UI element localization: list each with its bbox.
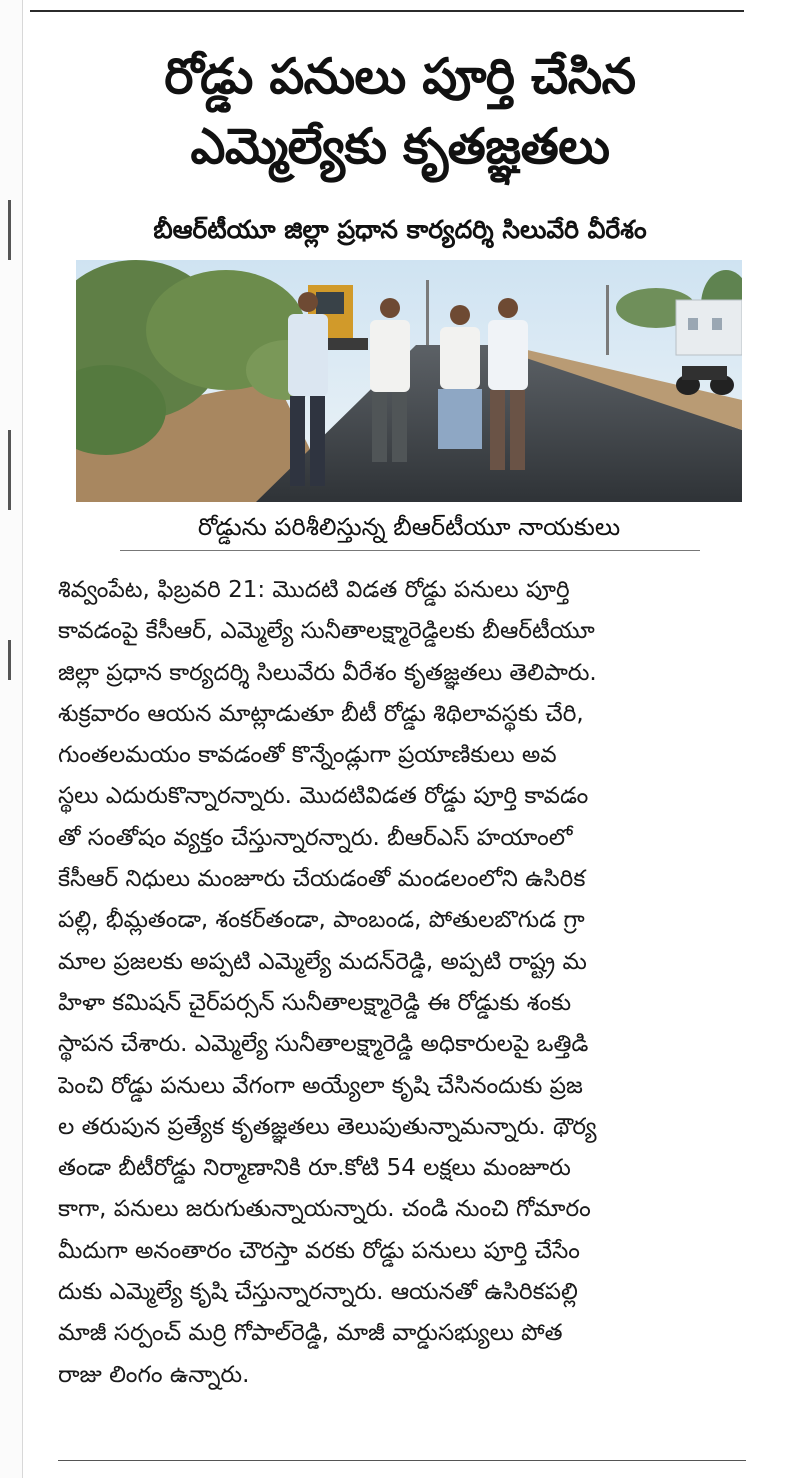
gutter-mark [8,430,11,510]
page-gutter [0,0,23,1478]
news-photo [76,260,742,502]
article-line: పెంచి రోడ్డు పనులు వేగంగా అయ్యేలా కృషి చేసినందుకు ప్రజ [58,1072,583,1099]
article-line: స్థాపన చేశారు. ఎమ్మెల్యే సునీతాలక్ష్మారెడ్డి అధికారులపై ఒత్తిడి [58,1031,589,1058]
article-line: కాగా, పనులు జరుగుతున్నాయన్నారు. చండి నుంచి గోమారం [58,1196,591,1223]
top-rule [30,10,744,12]
article-line: శివ్వంపేట, ఫిబ్రవరి 21: మొదటి విడత రోడ్డు పనులు పూర్తి [58,577,570,603]
article-line: గుంతలమయం కావడంతో కొన్నేండ్లుగా ప్రయాణికులు అవ [58,742,557,769]
caption-rule [120,550,700,551]
article-line: కేసీఆర్ నిధులు మంజూరు చేయడంతో మండలంలోని ఉసిరిక [58,866,586,893]
article-line: రాజు లింగం ఉన్నారు. [58,1361,250,1388]
article-line: తో సంతోషం వ్యక్తం చేస్తున్నారన్నారు. బీఆర్‌ఎస్ హయాంలో [58,824,573,851]
road-photo-illustration [76,260,742,502]
bottom-rule [58,1460,746,1461]
article-line: మాజీ సర్పంచ్ మర్రి గోపాల్‌రెడ్డి, మాజీ వార్డుసభ్యులు పోత [58,1320,563,1347]
headline [40,42,760,182]
article-line: పల్లి, భీమ్లతండా, శంకర్‌తండా, పాంబండ, పోతులబొగుడ గ్రా [58,907,585,934]
subheadline: బీఆర్‌టీయూ జిల్లా ప్రధాన కార్యదర్శి సిలువేరి వీరేశం [153,215,647,244]
article-line: హిళా కమిషన్ చైర్‌పర్సన్ సునీతాలక్ష్మారెడ్డి ఈ రోడ్డుకు శంకు [58,989,572,1016]
article-body [58,570,748,1396]
photo-caption: రోడ్డును పరిశీలిస్తున్న బీఆర్‌టీయూ నాయకులు [197,513,621,541]
article-line: మాల ప్రజలకు అప్పటి ఎమ్మెల్యే మదన్‌రెడ్డి, అప్పటి రాష్ట్ర మ [58,948,587,975]
article-line: దుకు ఎమ్మెల్యే కృషి చేస్తున్నారన్నారు. ఆయనతో ఉసిరికపల్లి [58,1279,578,1306]
article-line: శుక్రవారం ఆయన మాట్లాడుతూ బీటీ రోడ్డు శిథిలావస్థకు చేరి, [58,700,584,727]
gutter-mark [8,640,11,680]
article-line: కావడంపై కేసీఆర్, ఎమ్మెల్యే సునీతాలక్ష్మారెడ్డిలకు బీఆర్‌టీయూ [58,618,595,645]
headline-line-2: ఎమ్మెల్యేకు కృతజ్ఞతలు [190,118,610,175]
article-line: స్థలు ఎదురుకొన్నారన్నారు. మొదటివిడత రోడ్డు పూర్తి కావడం [58,783,589,810]
headline-line-1: రోడ్డు పనులు పూర్తి చేసిన [164,48,636,105]
article-line: తండా బీటీరోడ్డు నిర్మాణానికి రూ.కోటి 54 లక్షలు మంజూరు [58,1155,571,1182]
article-line: మీదుగా అనంతారం చౌరస్తా వరకు రోడ్డు పనులు పూర్తి చేసేం [58,1237,580,1264]
gutter-mark [8,200,11,260]
article-line: ల తరుపున ప్రత్యేక కృతజ్ఞతలు తెలుపుతున్నామన్నారు. థౌర్య [58,1113,597,1140]
article-line: జిల్లా ప్రధాన కార్యదర్శి సిలువేరు వీరేశం కృతజ్ఞతలు తెలిపారు. [58,659,597,686]
